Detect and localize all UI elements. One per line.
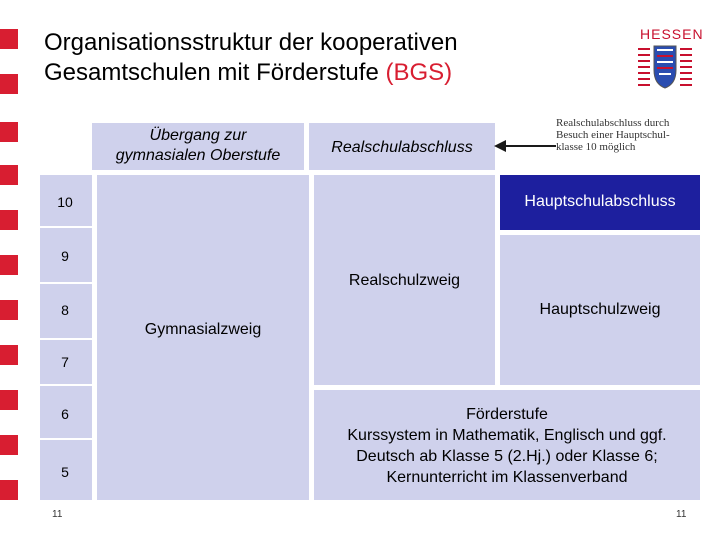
decor-red-bar <box>0 345 18 365</box>
decor-red-bar <box>0 390 18 410</box>
logo-text: HESSEN <box>640 26 704 42</box>
decor-red-bar <box>0 300 18 320</box>
decor-red-bar <box>0 210 18 230</box>
decor-red-bar <box>0 165 18 185</box>
note-line-3: klasse 10 möglich <box>556 141 636 153</box>
realschulzweig-label: Realschulzweig <box>348 272 461 289</box>
year-label-5: 5 <box>61 464 69 480</box>
divider <box>40 282 92 284</box>
year-label-8: 8 <box>61 302 69 318</box>
title-acronym: (BGS) <box>385 59 453 86</box>
arrow-left-icon <box>494 138 556 154</box>
header-gymnasial-line2: gymnasialen Oberstufe <box>115 147 281 164</box>
page-title <box>44 28 458 88</box>
hauptschulabschluss-label: Hauptschulabschluss <box>524 193 676 210</box>
divider <box>40 384 92 386</box>
title-line-2 <box>44 58 458 88</box>
header-realschulabschluss: Realschulabschluss <box>331 139 473 156</box>
page-number-left: 11 <box>52 509 63 520</box>
header-gymnasial-text <box>92 126 304 166</box>
divider <box>40 226 92 228</box>
decor-red-bar <box>0 255 18 275</box>
decor-red-bar <box>0 74 18 94</box>
foerderstufe-line-3: Deutsch ab Klasse 5 (2.Hj.) oder Klasse 6; <box>356 448 658 465</box>
title-line-1: Organisationsstruktur der kooperativen <box>44 29 458 56</box>
foerderstufe-title: Förderstufe <box>466 406 548 423</box>
year-label-7: 7 <box>61 354 69 370</box>
header-gymnasial-line1: Übergang zur <box>149 127 247 144</box>
decor-red-bar <box>0 480 18 500</box>
year-label-6: 6 <box>61 406 69 422</box>
foerderstufe-line-2: Kurssystem in Mathematik, Englisch und ggf. <box>347 427 667 444</box>
page-number-right: 11 <box>676 509 687 520</box>
decor-red-bar <box>0 29 18 49</box>
decor-red-bar <box>0 122 18 142</box>
divider <box>40 338 92 340</box>
year-label-10: 10 <box>57 194 73 210</box>
foerderstufe-text <box>314 404 700 488</box>
title-line-2-text: Gesamtschulen mit Förderstufe <box>44 59 386 86</box>
hessen-logo <box>630 22 704 102</box>
hessen-crest-icon <box>630 22 700 102</box>
note-line-1: Realschulabschluss durch <box>556 117 670 129</box>
realschul-note <box>556 117 696 153</box>
foerderstufe-line-4: Kernunterricht im Klassenverband <box>386 469 628 486</box>
decor-red-bar <box>0 435 18 455</box>
note-line-2: Besuch einer Hauptschul- <box>556 129 670 141</box>
gymnasialzweig-label: Gymnasialzweig <box>144 321 262 338</box>
year-label-9: 9 <box>61 248 69 264</box>
divider <box>40 438 92 440</box>
hauptschulzweig-label: Hauptschulzweig <box>539 301 661 318</box>
